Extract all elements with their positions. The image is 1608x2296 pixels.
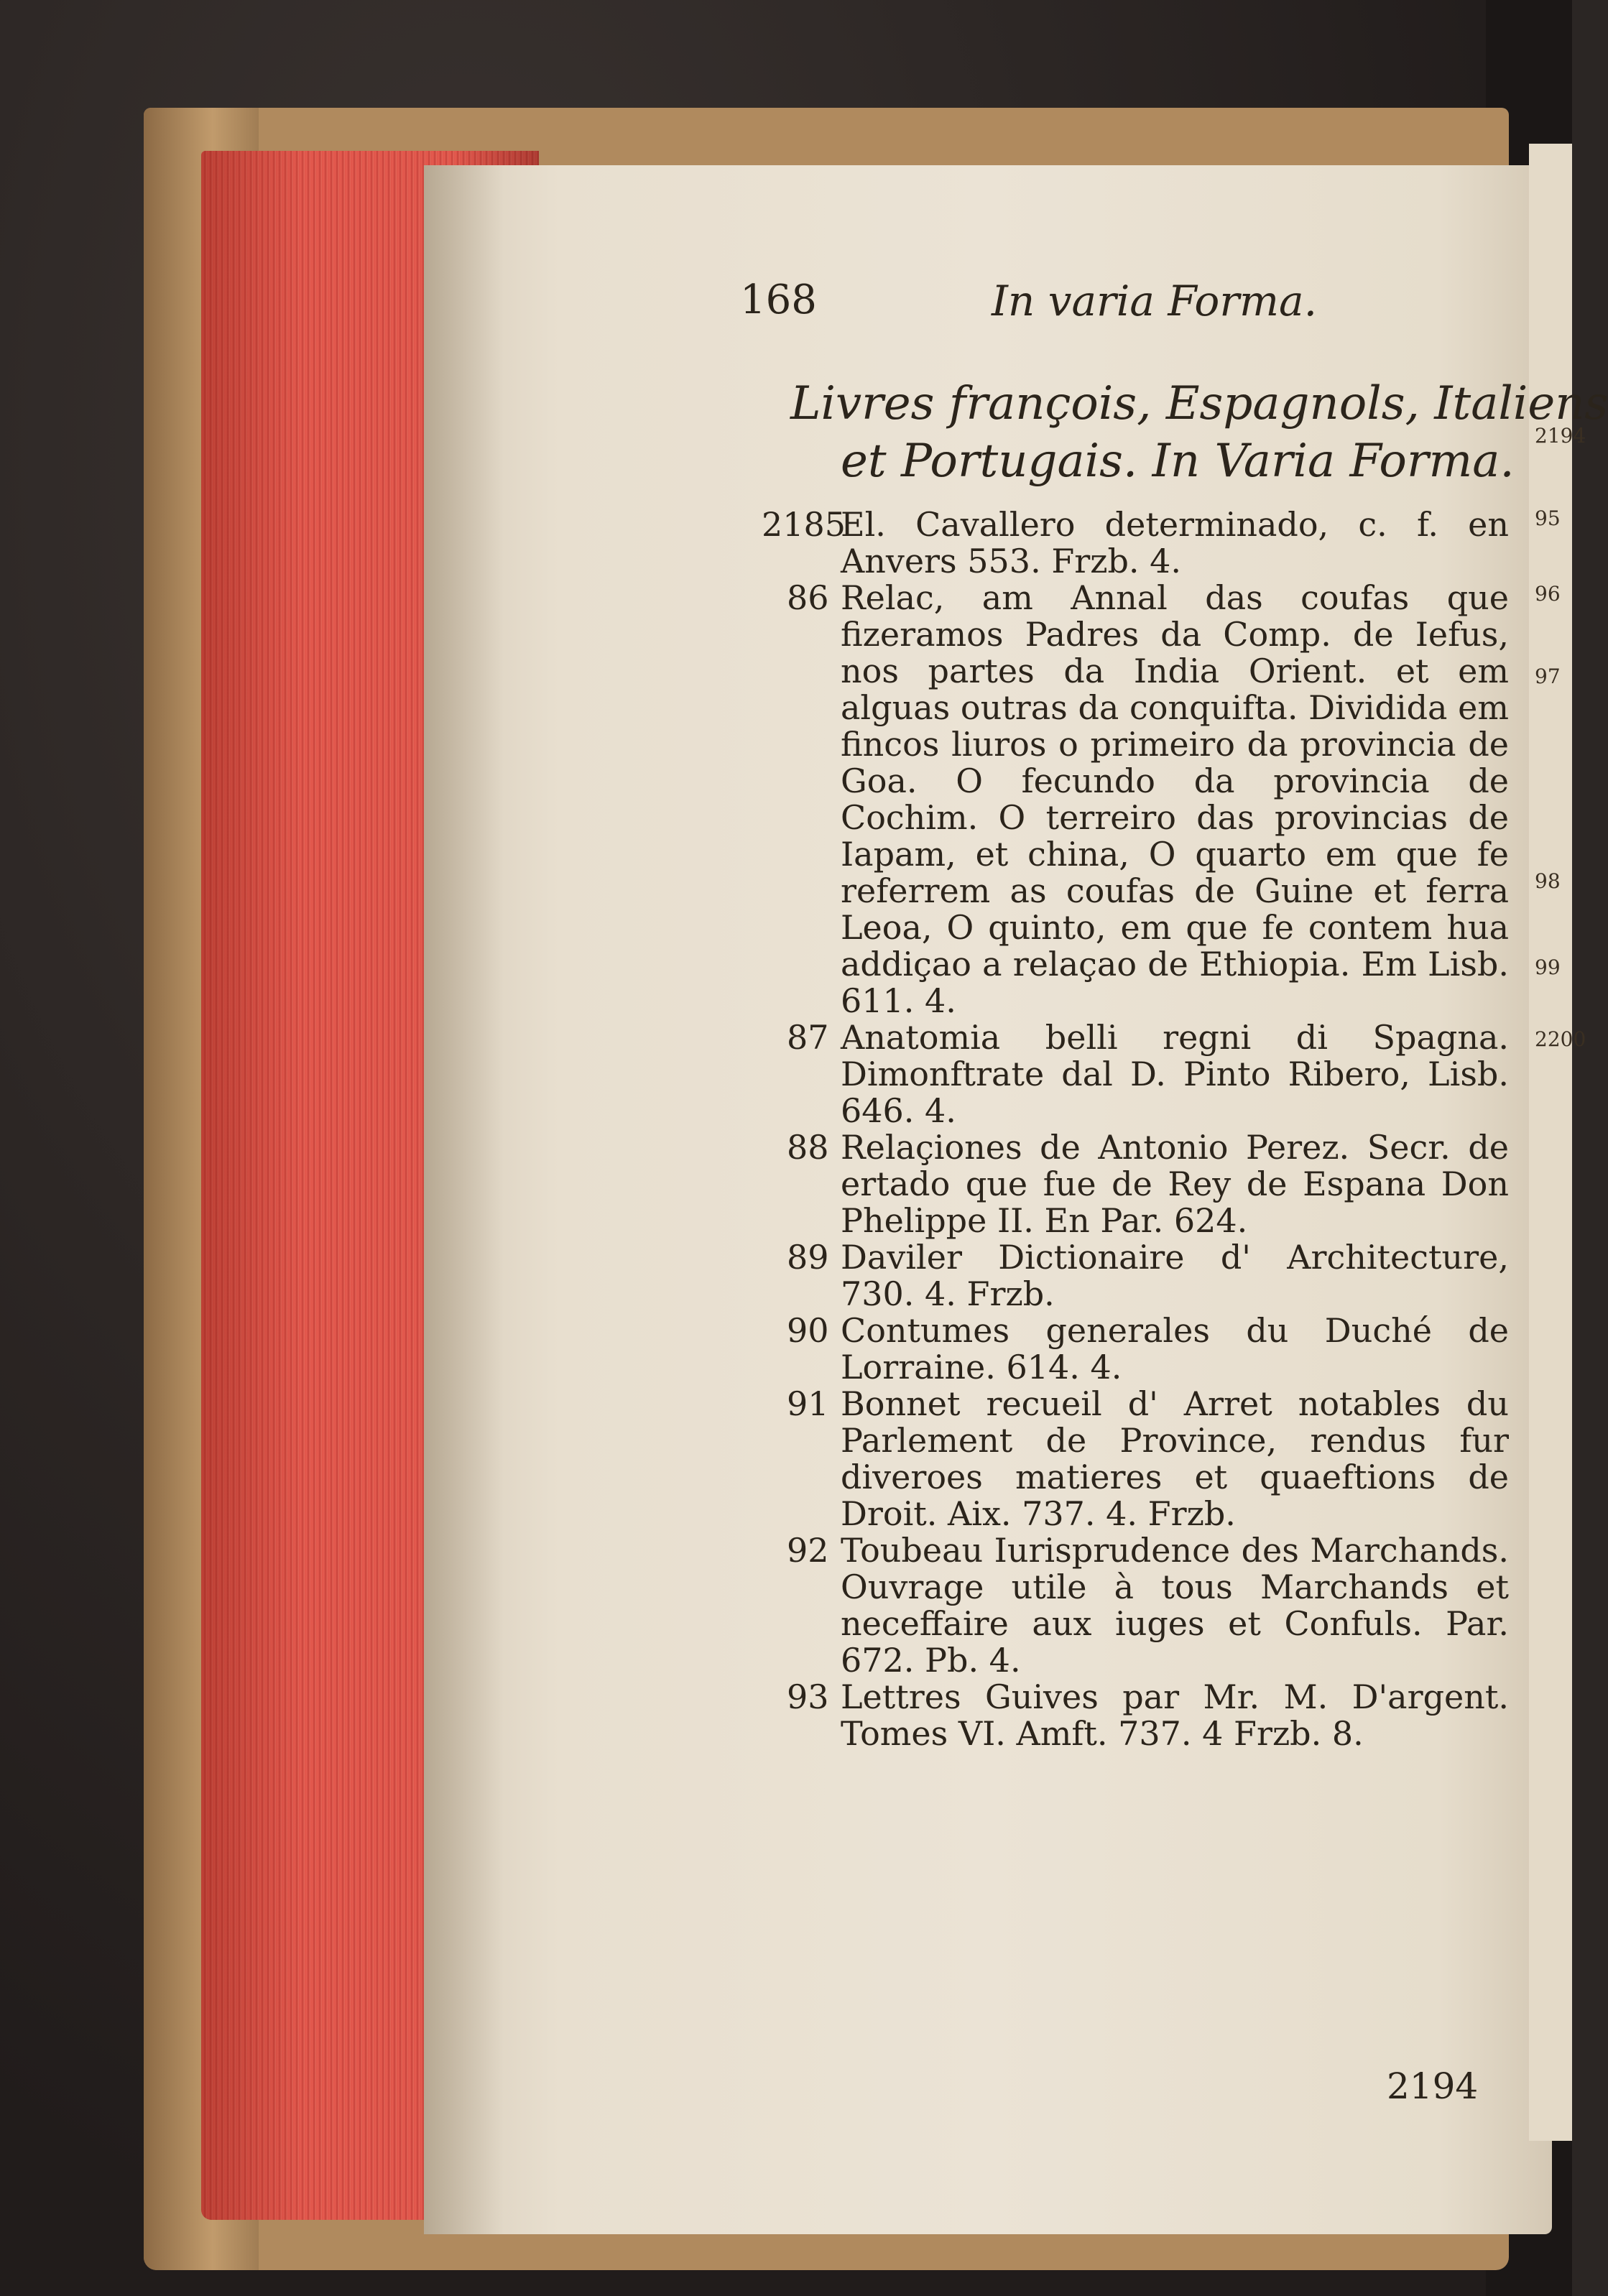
entry-number: 2185 — [762, 505, 846, 544]
margin-number: 2200 — [1535, 1027, 1586, 1051]
entry-number: 87 — [787, 1018, 829, 1057]
entry-text: Lettres Guives par Mr. M. D'argent. Tomes VI. Amft. 737. 4 Frzb. 8. — [841, 1677, 1509, 1753]
margin-number: 97 — [1535, 665, 1561, 688]
entry-number: 93 — [787, 1677, 829, 1716]
entry-text: El. Cavallero determinado, c. f. en Anvers 553. Frzb. 4. — [841, 505, 1509, 580]
catalog-entry — [762, 1129, 1509, 1239]
margin-number: 95 — [1535, 506, 1561, 530]
entry-number: 88 — [787, 1128, 829, 1167]
catalog-entry — [762, 1679, 1509, 1752]
catalog-entry — [762, 1386, 1509, 1532]
catalog-entry — [762, 1019, 1509, 1129]
margin-number: 2194 — [1535, 424, 1586, 448]
entry-number: 89 — [787, 1238, 829, 1277]
catalog-entry — [762, 1239, 1509, 1313]
section-title-line-1: Livres françois, Espagnols, Italiens — [790, 377, 1608, 430]
running-title: In varia Forma. — [992, 277, 1318, 325]
entry-number: 91 — [787, 1384, 829, 1423]
entry-number: 90 — [787, 1311, 829, 1350]
entry-text: Anatomia belli regni di Spagna. Dimonftrate dal D. Pinto Ribero, Lisb. 646. 4. — [841, 1018, 1509, 1130]
entry-text: Bonnet recueil d' Arret notables du Parlement de Province, rendus fur diveroes matieres et quaeftions de Droit. Aix. 737. 4. Frzb. — [841, 1384, 1509, 1533]
margin-number: 96 — [1535, 582, 1561, 606]
entry-number: 86 — [787, 578, 829, 617]
entry-text: Toubeau Iurisprudence des Marchands. Ouvrage utile à tous Marchands et neceffaire aux iuges et Confuls. Par. 672. Pb. 4. — [841, 1531, 1509, 1680]
page-gutter-shadow — [424, 165, 503, 2234]
section-title-line-2: et Portugais. In Varia Forma. — [841, 435, 1515, 488]
catalog-entry — [762, 1313, 1509, 1386]
entry-text: Relaçiones de Antonio Perez. Secr. de ertado que fue de Rey de Espana Don Phelippe II. En Par. 624. — [841, 1128, 1509, 1240]
entry-text: Daviler Dictionaire d' Architecture, 730. 4. Frzb. — [841, 1238, 1509, 1313]
catalog-entry — [762, 580, 1509, 1019]
entry-text: Contumes generales du Duché de Lorraine. 614. 4. — [841, 1311, 1509, 1387]
catalog-entry — [762, 1532, 1509, 1679]
catchword: 2194 — [1387, 2065, 1479, 2107]
entry-text: Relac, am Annal das coufas que fizeramos Padres da Comp. de Iefus, nos partes da India Orient. et em alguas outras da conquifta. Dividida em fincos liuros o primeiro da provincia de Goa. O fecundo da provincia de Cochim. O terreiro das provincias de Iapam, et china, O quarto em que fe referrem as coufas de Guine et ferra Leoa, O quinto, em que fe contem hua addiçao a relaçao de Ethiopia. Em Lisb. 611. 4. — [841, 578, 1509, 1020]
margin-number: 98 — [1535, 869, 1561, 893]
catalog-entry — [762, 506, 1509, 580]
margin-number: 99 — [1535, 955, 1561, 979]
page-number: 168 — [740, 277, 817, 323]
entry-number: 92 — [787, 1531, 829, 1570]
catalog-entries — [762, 506, 1509, 1752]
